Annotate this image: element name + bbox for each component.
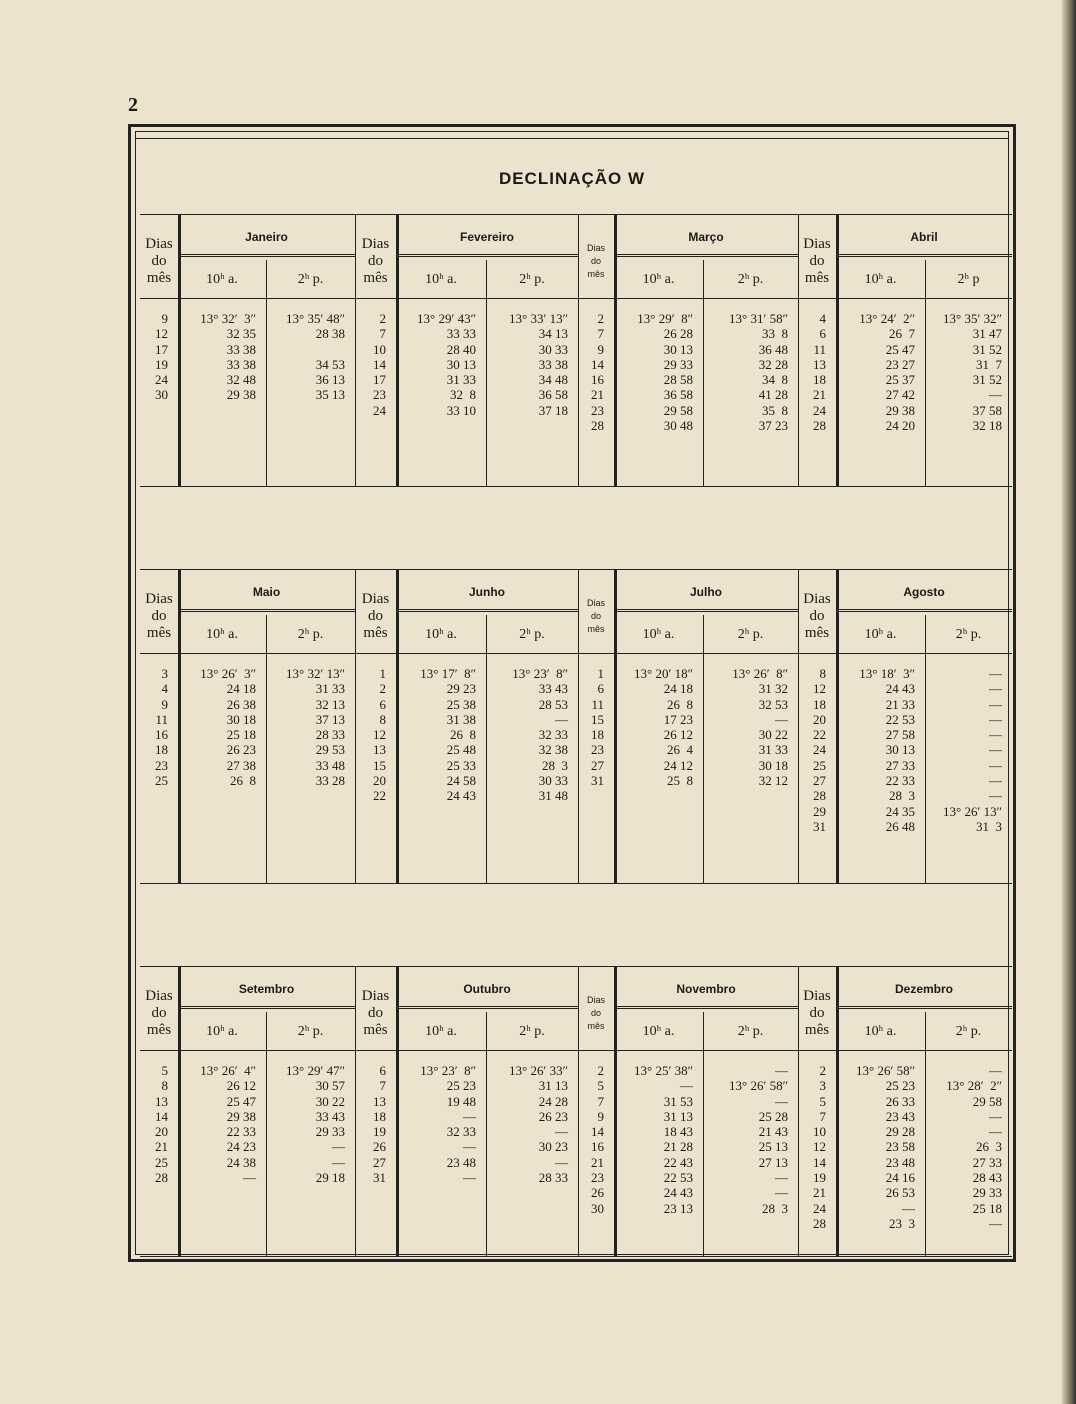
time-header-2h: 2ʰ p. <box>737 627 764 642</box>
days-divider <box>178 966 181 1256</box>
time-divider <box>925 615 926 883</box>
page-number: 2 <box>128 94 138 116</box>
days-header-line: mês <box>146 270 172 286</box>
time-header-10h: 10ʰ a. <box>425 627 457 642</box>
time-divider <box>486 615 487 883</box>
day-list: 6 7 13 18 19 26 27 31 <box>373 1063 386 1186</box>
time-header-10h: 10ʰ a. <box>864 272 897 287</box>
days-of-month-header <box>799 988 835 1039</box>
month-block-1 <box>140 214 1012 486</box>
days-header-line: mês <box>587 269 605 279</box>
declination-10h-values: 13° 18′ 3″ 24 43 21 33 22 53 27 58 30 13 27 33 22 33 28 3 24 35 26 48 <box>859 666 915 834</box>
days-of-month-header <box>799 591 835 642</box>
time-header-10h: 10ʰ a. <box>206 272 238 287</box>
declination-10h-values: 13° 17′ 8″ 29 23 25 38 31 38 26 8 25 48 25 33 24 58 24 43 <box>420 666 476 804</box>
days-of-month-header <box>579 242 613 281</box>
days-of-month-header <box>356 591 395 642</box>
day-list: 3 4 9 11 16 18 23 25 <box>155 666 168 789</box>
days-header-line: do <box>368 1005 383 1021</box>
days-header-line: do <box>151 608 167 624</box>
days-header-line: do <box>590 611 601 621</box>
days-of-month-header <box>141 236 177 287</box>
days-header-line: Dias <box>803 236 831 252</box>
days-header-line: Dias <box>586 243 605 253</box>
month-rule <box>836 1006 1012 1009</box>
month-name: Julho <box>690 585 722 599</box>
days-of-month-header <box>579 994 613 1033</box>
time-header-2h: 2ʰ p. <box>297 1024 324 1039</box>
day-list: 4 6 11 13 18 21 24 28 <box>813 311 826 434</box>
days-of-month-header <box>356 988 395 1039</box>
days-header-line: Dias <box>145 236 173 252</box>
days-header-line: do <box>809 608 825 624</box>
days-header-line: Dias <box>586 598 605 608</box>
days-divider <box>836 569 839 883</box>
time-header-10h: 10ʰ a. <box>642 1024 675 1039</box>
time-header-2h: 2ʰ p. <box>297 627 324 642</box>
time-divider <box>486 1012 487 1256</box>
time-divider <box>266 260 267 486</box>
days-header-line: do <box>151 1005 167 1021</box>
month-name: Maio <box>252 585 281 599</box>
time-header-2h: 2ʰ p. <box>955 627 982 642</box>
time-header-2h: 2ʰ p. <box>737 1024 764 1039</box>
days-header-line: mês <box>804 1022 830 1038</box>
declination-10h-values: 13° 24′ 2″ 26 7 25 47 23 27 25 37 27 42 29 38 24 20 <box>859 311 915 434</box>
block-bottom-rule <box>140 1256 1012 1257</box>
month-name: Setembro <box>238 982 295 996</box>
days-header-line: Dias <box>361 591 390 607</box>
days-header-line: do <box>590 256 601 266</box>
time-header-2h: 2ʰ p. <box>955 1024 982 1039</box>
days-divider <box>614 966 617 1256</box>
month-name: Abril <box>910 230 938 244</box>
day-list: 2 7 10 14 17 23 24 <box>373 311 386 418</box>
month-name: Agosto <box>903 585 945 599</box>
declination-2h-values: 13° 32′ 13″ 31 33 32 13 37 13 28 33 29 53 33 48 33 28 <box>286 666 345 789</box>
declination-2h-values: 13° 31′ 58″ 33 8 36 48 32 28 34 8 41 28 35 8 37 23 <box>729 311 788 434</box>
time-header-2h: 2ʰ p. <box>519 627 545 642</box>
days-header-line: do <box>809 253 825 269</box>
declination-10h-values: 13° 29′ 8″ 26 28 30 13 29 33 28 58 36 58 29 58 30 48 <box>637 311 693 434</box>
time-divider <box>486 260 487 486</box>
time-header-2h: 2ʰ p. <box>519 1024 545 1039</box>
declination-10h-values: 13° 26′ 3″ 24 18 26 38 30 18 25 18 26 23 27 38 26 8 <box>200 666 256 789</box>
days-header-line: do <box>151 253 167 269</box>
days-header-line: mês <box>804 625 830 641</box>
declination-10h-values: 13° 32′ 3″ 32 35 33 38 33 38 32 48 29 38 <box>200 311 256 403</box>
days-of-month-header <box>141 591 177 642</box>
declination-2h-values: 13° 33′ 13″ 34 13 30 33 33 38 34 48 36 58 37 18 <box>509 311 568 418</box>
day-list: 2 3 5 7 10 12 14 19 21 24 28 <box>813 1063 826 1231</box>
time-header-10h: 10ʰ a. <box>642 272 675 287</box>
block-bottom-rule <box>140 883 1012 884</box>
days-divider <box>396 569 399 883</box>
header-rule <box>140 653 1012 654</box>
time-header-10h: 10ʰ a. <box>425 1024 457 1039</box>
days-header-line: Dias <box>361 988 390 1004</box>
day-list: 2 5 7 9 14 16 21 23 26 30 <box>591 1063 604 1216</box>
time-header-2h: 2ʰ p. <box>519 272 545 287</box>
days-divider <box>614 569 617 883</box>
time-divider <box>266 615 267 883</box>
month-name: Novembro <box>676 982 736 996</box>
days-header-line: mês <box>146 1022 172 1038</box>
time-divider <box>703 1012 704 1256</box>
month-rule <box>396 254 578 257</box>
time-header-10h: 10ʰ a. <box>864 1024 897 1039</box>
block-top-rule <box>140 966 1012 967</box>
day-list: 1 6 11 15 18 23 27 31 <box>591 666 604 789</box>
declination-2h-values: 13° 26′ 33″ 31 13 24 28 26 23 — 30 23 — 28 33 <box>509 1063 568 1186</box>
header-rule <box>140 1050 1012 1051</box>
days-header-line: Dias <box>361 236 390 252</box>
days-header-line: mês <box>363 1022 388 1038</box>
declination-2h-values: 13° 35′ 48″ 28 38 34 53 36 13 35 13 <box>286 311 345 403</box>
table-title: DECLINAÇÃO W <box>498 169 646 188</box>
month-name: Março <box>688 230 724 244</box>
month-name: Junho <box>469 585 505 599</box>
time-header-10h: 10ʰ a. <box>642 627 675 642</box>
month-block-3 <box>140 966 1012 1256</box>
day-list: 8 12 18 20 22 24 25 27 28 29 31 <box>813 666 826 834</box>
time-divider <box>703 260 704 486</box>
time-header-10h: 10ʰ a. <box>206 627 238 642</box>
month-rule <box>614 609 798 612</box>
declination-10h-values: 13° 23′ 8″ 25 23 19 48 — 32 33 — 23 48 — <box>420 1063 476 1186</box>
time-header-10h: 10ʰ a. <box>206 1024 238 1039</box>
days-header-line: mês <box>804 270 830 286</box>
month-rule <box>178 254 355 257</box>
month-block-2 <box>140 569 1012 883</box>
month-rule <box>396 1006 578 1009</box>
month-name: Outubro <box>463 982 511 996</box>
days-header-line: mês <box>587 624 605 634</box>
time-header-2h: 2ʰ p <box>957 272 980 287</box>
days-of-month-header <box>579 597 613 636</box>
days-header-line: do <box>368 253 383 269</box>
time-divider <box>925 260 926 486</box>
day-list: 5 8 13 14 20 21 25 28 <box>155 1063 168 1186</box>
header-rule <box>140 298 1012 299</box>
declination-2h-values: 13° 23′ 8″ 33 43 28 53 — 32 33 32 38 28 3 30 33 31 48 <box>512 666 568 804</box>
block-bottom-rule <box>140 486 1012 487</box>
days-header-line: Dias <box>586 995 605 1005</box>
month-rule <box>836 254 1012 257</box>
month-rule <box>178 609 355 612</box>
month-name: Janeiro <box>245 230 288 244</box>
month-rule <box>836 609 1012 612</box>
days-header-line: mês <box>146 625 172 641</box>
days-header-line: do <box>809 1005 825 1021</box>
month-rule <box>396 609 578 612</box>
days-of-month-header <box>799 236 835 287</box>
declination-10h-values: 13° 29′ 43″ 33 33 28 40 30 13 31 33 32 8 33 10 <box>417 311 476 418</box>
table-frame <box>128 124 1016 1262</box>
page-edge-shadow <box>1062 0 1076 1404</box>
declination-2h-values: 13° 29′ 47″ 30 57 30 22 33 43 29 33 — — 29 18 <box>286 1063 345 1186</box>
days-divider <box>836 966 839 1256</box>
declination-10h-values: 13° 26′ 58″ 25 23 26 33 23 43 29 28 23 58 23 48 24 16 26 53 — 23 3 <box>856 1063 915 1231</box>
block-top-rule <box>140 214 1012 215</box>
declination-10h-values: 13° 25′ 38″ — 31 53 31 13 18 43 21 28 22 43 22 53 24 43 23 13 <box>634 1063 693 1216</box>
month-rule <box>614 1006 798 1009</box>
days-header-line: mês <box>363 270 388 286</box>
days-header-line: mês <box>587 1021 605 1031</box>
declination-2h-values: 13° 26′ 8″ 31 32 32 53 — 30 22 31 33 30 18 32 12 <box>732 666 788 789</box>
block-top-rule <box>140 569 1012 570</box>
days-of-month-header <box>356 236 395 287</box>
days-divider <box>178 569 181 883</box>
month-rule <box>178 1006 355 1009</box>
day-list: 2 7 9 14 16 21 23 28 <box>591 311 604 434</box>
declination-2h-values: 13° 35′ 32″ 31 47 31 52 31 7 31 52 — 37 58 32 18 <box>943 311 1002 434</box>
declination-2h-values: — 13° 28′ 2″ 29 58 — — 26 3 27 33 28 43 29 33 25 18 — <box>946 1063 1002 1231</box>
time-divider <box>266 1012 267 1256</box>
days-header-line: do <box>368 608 383 624</box>
time-header-2h: 2ʰ p. <box>737 272 764 287</box>
declination-2h-values: — 13° 26′ 58″ — 25 28 21 43 25 13 27 13 — — 28 3 <box>729 1063 788 1216</box>
month-name: Fevereiro <box>459 230 515 244</box>
month-rule <box>614 254 798 257</box>
time-header-10h: 10ʰ a. <box>425 272 457 287</box>
time-header-2h: 2ʰ p. <box>297 272 324 287</box>
days-of-month-header <box>141 988 177 1039</box>
days-header-line: mês <box>363 625 388 641</box>
days-header-line: Dias <box>145 591 173 607</box>
days-header-line: Dias <box>803 988 831 1004</box>
day-list: 1 2 6 8 12 13 15 20 22 <box>373 666 386 804</box>
day-list: 9 12 17 19 24 30 <box>155 311 168 403</box>
month-name: Dezembro <box>894 982 953 996</box>
days-header-line: Dias <box>803 591 831 607</box>
days-header-line: do <box>590 1008 601 1018</box>
table-frame-inner <box>135 131 1009 1255</box>
declination-2h-values: — — — — — — — — — 13° 26′ 13″ 31 3 <box>943 666 1002 834</box>
time-header-10h: 10ʰ a. <box>864 627 897 642</box>
time-divider <box>925 1012 926 1256</box>
declination-10h-values: 13° 26′ 4″ 26 12 25 47 29 38 22 33 24 23 24 38 — <box>200 1063 256 1186</box>
days-divider <box>396 966 399 1256</box>
days-header-line: Dias <box>145 988 173 1004</box>
time-divider <box>703 615 704 883</box>
declination-10h-values: 13° 20′ 18″ 24 18 26 8 17 23 26 12 26 4 24 12 25 8 <box>634 666 693 789</box>
